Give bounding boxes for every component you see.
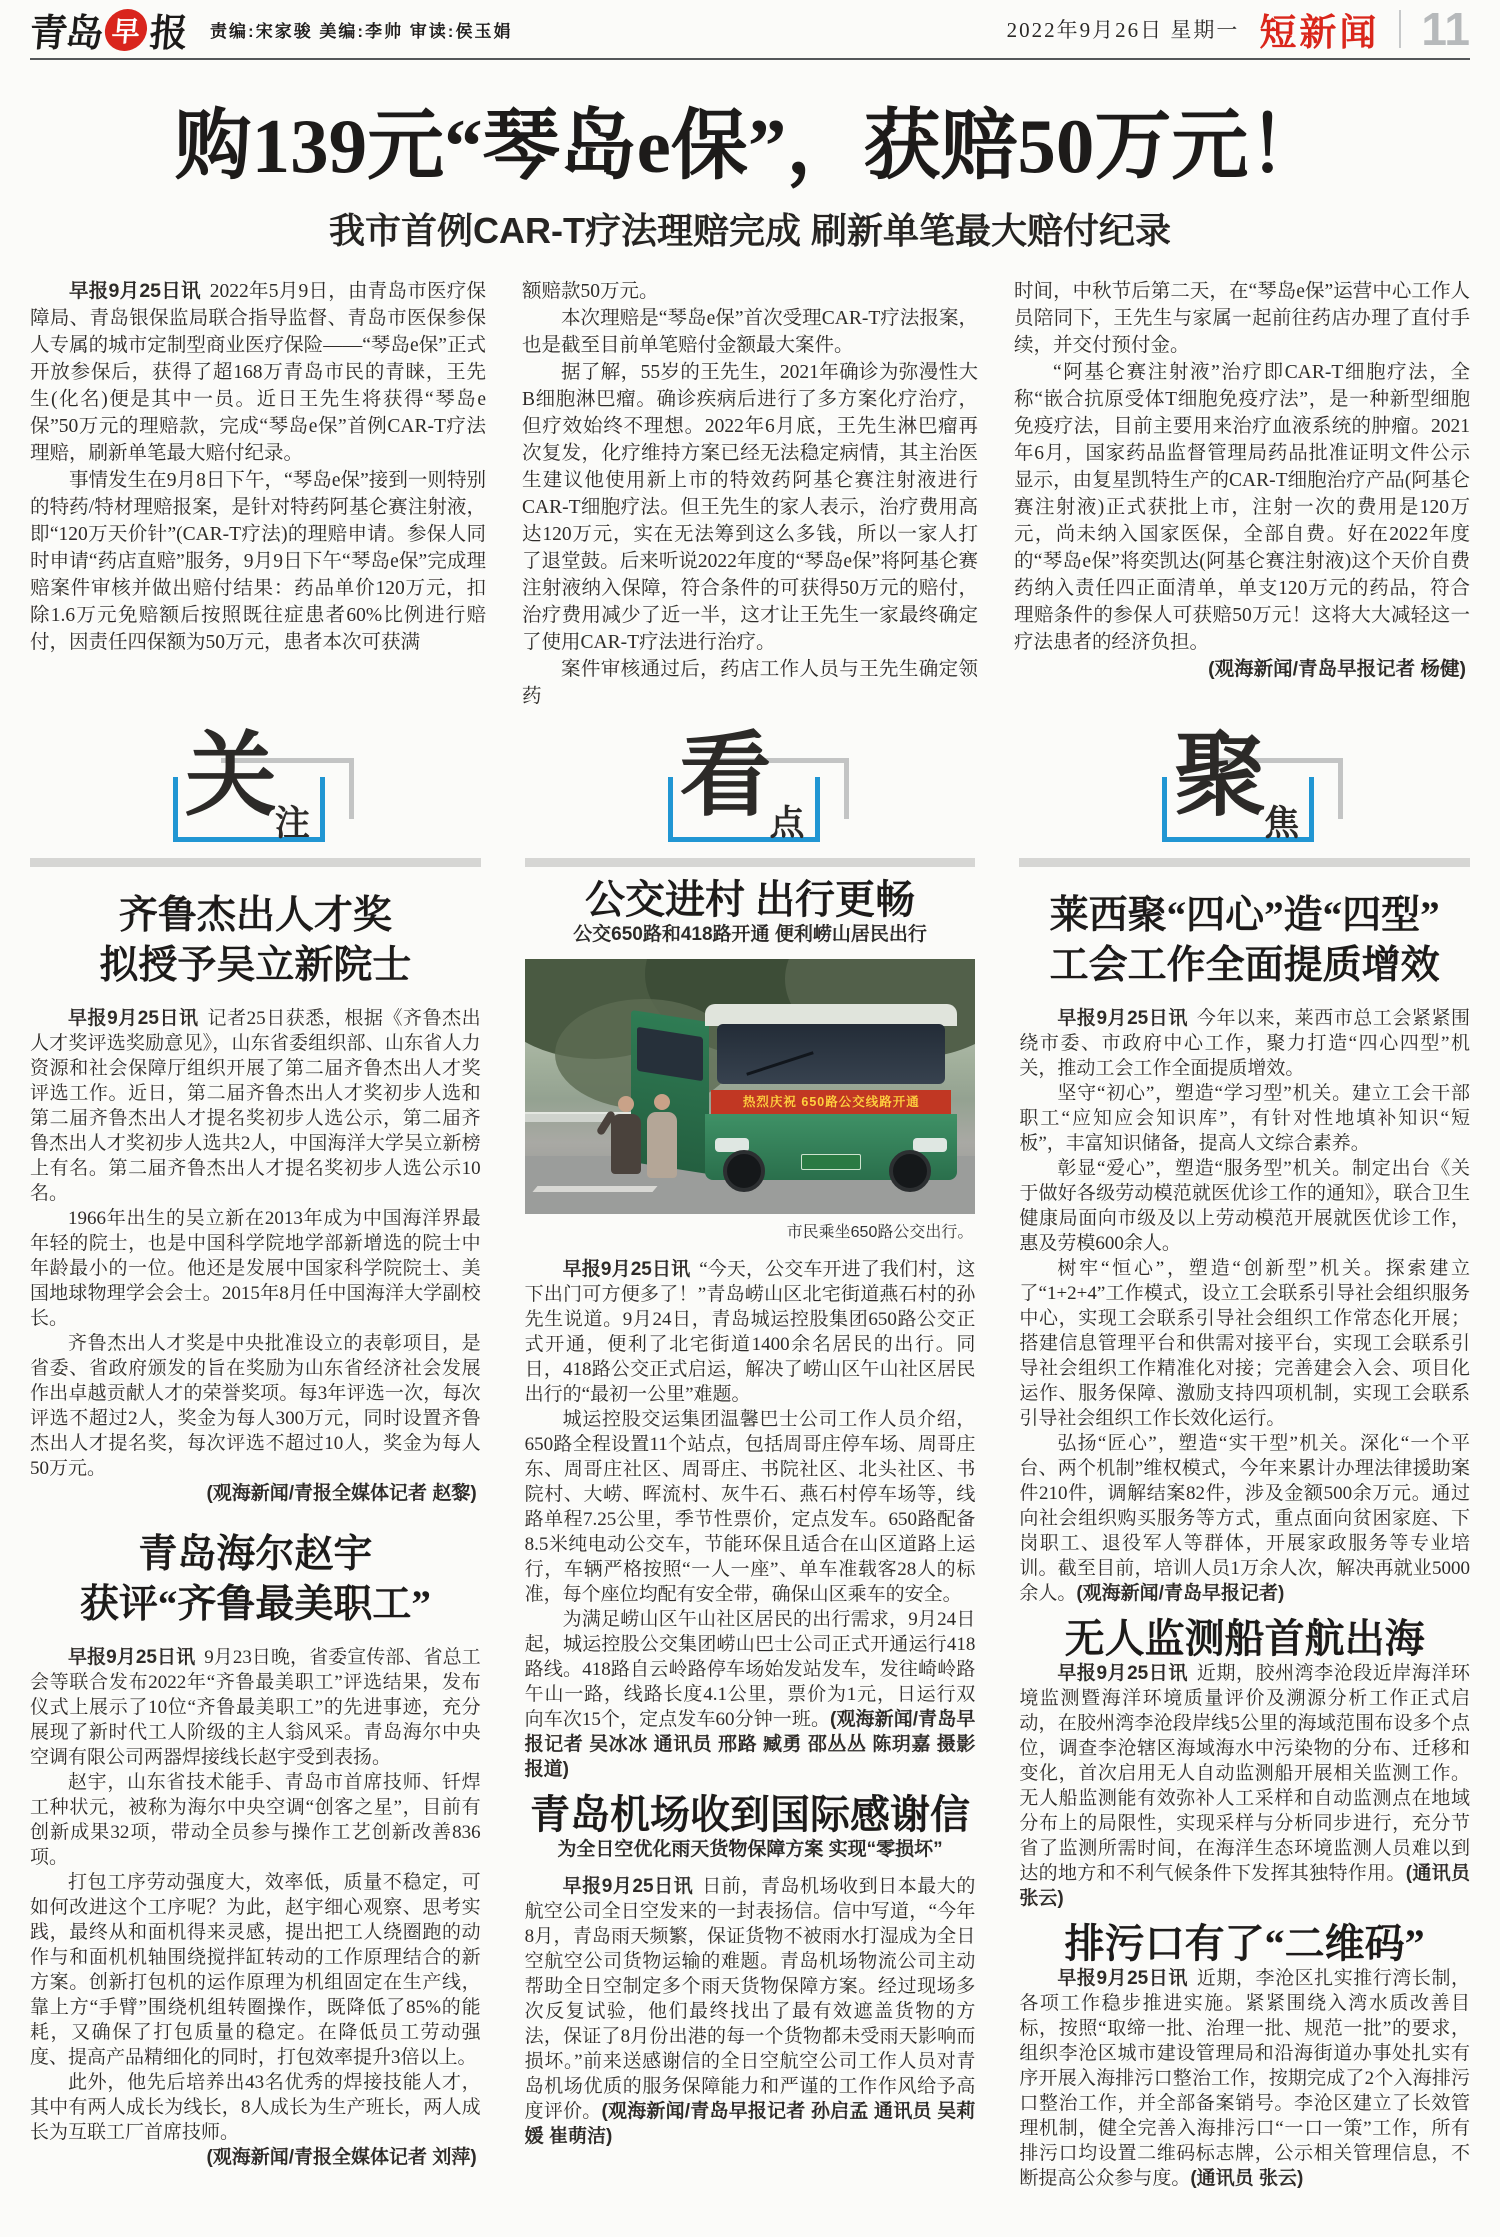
masthead xyxy=(27,0,1470,60)
marker-small-char: 点 xyxy=(769,804,805,843)
dateline: 早报9月25日讯 xyxy=(562,1876,694,1897)
marker-big-char: 聚 xyxy=(1174,725,1267,827)
newspaper-logo xyxy=(28,2,189,57)
paragraph: 此外，他先后培养出43名优秀的焊接技能人才，其中有两人成长为线长，8人成长为生产班长，两人成长为互联工厂首席技师。 xyxy=(30,2071,481,2143)
lead-subhead: 我市首例CAR-T疗法理赔完成 刷新单笔最大赔付纪录 xyxy=(329,210,1171,251)
masthead-right xyxy=(1007,2,1470,56)
article-title: 排污口有了“二维码” xyxy=(1064,1920,1425,1966)
byline: (观海新闻/青岛早报记者) xyxy=(1076,1582,1285,1604)
paragraph: 齐鲁杰出人才奖是中央批准设立的表彰项目，是省委、省政府颁发的旨在奖励为山东省经济社会发展作出卓越贡献人才的荣誉奖项。每3年评选一次，每次评选不超过2人，奖金为每人300万元，同时设置齐鲁杰出人才提名奖，每次评选不超过10人，奖金为每人50万元。 xyxy=(30,1332,481,1479)
paragraph: 时间，中秋节后第二天，在“琴岛e保”运营中心工作人员陪同下，王先生与家属一起前往药店办理了直付手续，并交付预付金。 xyxy=(1014,281,1470,356)
article-bus-to-village xyxy=(524,877,976,1782)
paragraph: 早报9月25日讯 9月23日晚，省委宣传部、省总工会等联合发布2022年“齐鲁最美职工”评选结果，发布仪式上展示了10位“齐鲁最美职工”的先进事迹，充分展现了新时代工人阶级的主人翁风采。青岛海尔中央空调有限公司两器焊接线长赵宇受到表扬。 xyxy=(30,1646,481,1768)
section-marker-jujiao xyxy=(1019,725,1470,867)
byline: (通讯员 张云) xyxy=(1019,1862,1471,1909)
bus-roof xyxy=(705,1004,957,1026)
lead-story xyxy=(30,84,1470,710)
paragraph: 城运控股交运集团温馨巴士公司工作人员介绍，650路全程设置11个站点，包括周哥庄停车场、周哥庄东、周哥庄社区、周哥庄、书院社区、北头社区、书院村、大崂、晖流村、灰牛石、燕石村停车场等，线路单程7.25公里，季节性票价，定点发车。650路配备8.5米纯电动公交车，节能环保且适合在山区道路上运行，车辆严格按照“一人一座”、单车准载客28人的标准，每个座位均配有安全带，确保山区乘车的安全。 xyxy=(524,1409,976,1605)
paragraph: 彰显“爱心”，塑造“服务型”机关。制定出台《关于做好各级劳动模范就医优诊工作的通知》，联合卫生健康局面向市级及以上劳动模范开展就医优诊工作，惠及劳模600余人。 xyxy=(1019,1157,1471,1254)
column-gather xyxy=(1019,725,1471,2191)
bus-headlight xyxy=(913,1138,947,1152)
page-number: 11 xyxy=(1421,3,1470,55)
photo-caption: 市民乘坐650路公交出行。 xyxy=(786,1224,974,1241)
paragraph: 额赔款50万元。 xyxy=(522,281,659,302)
paragraph: 本次理赔是“琴岛e保”首次受理CAR-T疗法报案，也是截至目前单笔赔付金额最大案件。 xyxy=(522,308,978,356)
byline: (通讯员 张云) xyxy=(1190,2167,1304,2189)
lead-column-2 xyxy=(522,278,978,710)
paragraph: 1966年出生的吴立新在2013年成为中国海洋界最年轻的院士，也是中国科学院地学部新增选的院士中年龄最小的一位。他还是发展中国家科学院院士、美国地球物理学会会士。2015年8月任中国海洋大学副校长。 xyxy=(30,1207,481,1329)
lead-column-1 xyxy=(30,278,486,710)
byline: (观海新闻/青报全媒体记者 赵黎) xyxy=(206,1482,477,1504)
article-subtitle: 公交650路和418路开通 便利崂山居民出行 xyxy=(573,924,927,945)
article-title: 公交进村 出行更畅 xyxy=(585,877,915,922)
byline: (观海新闻/青报全媒体记者 刘萍) xyxy=(206,2146,477,2168)
byline: (观海新闻/青岛早报记者 杨健) xyxy=(1208,658,1466,680)
marker-small-char: 注 xyxy=(274,804,310,843)
paragraph: 为满足崂山区午山社区居民的出行需求，9月24日起，城运控股公交集团崂山巴士公司正式开通运行418路线。418路自云岭路停车场始发站发车，发往崎岭路午山一路，线路长度4.1公里，票价为1元，日运行双向车次15个，定点发车60分钟一班。(观海新闻/青岛早报记者 吴冰冰 通讯员 邢路 臧勇 邵丛丛 陈玥嘉 摄影报道) xyxy=(524,1609,976,1780)
dateline: 早报9月25日讯 xyxy=(1057,1967,1188,1989)
paragraph: 赵宇，山东省技术能手、青岛市首席技师、钎焊工种状元，被称为海尔中央空调“创客之星”，目前有创新成果32项，带动全员参与操作工艺创新改善836项。 xyxy=(30,1771,481,1868)
lead-body xyxy=(30,278,1470,710)
article-title: 齐鲁杰出人才奖 拟授予吴立新院士 xyxy=(99,894,412,987)
article-title: 青岛海尔赵宇 获评“齐鲁最美职工” xyxy=(79,1532,431,1626)
article-outfall-qrcode xyxy=(1019,1920,1471,2191)
passenger-figure xyxy=(647,1094,677,1178)
article-title: 莱西聚“四心”造“四型” 工会工作全面提质增效 xyxy=(1049,894,1440,987)
bus-license-plate xyxy=(801,1154,861,1170)
byline: (观海新闻/青岛早报记者 吴冰冰 通讯员 邢路 臧勇 邵丛丛 陈玥嘉 摄影报道) xyxy=(524,1709,976,1780)
bus-side-windows xyxy=(637,1027,703,1081)
dateline: 早报9月25日讯 xyxy=(1057,1007,1188,1029)
paragraph: 早报9月25日讯 今年以来，莱西市总工会紧紧围绕市委、市政府中心工作，聚力打造“四心四型”机关，推动工会工作全面提质增效。 xyxy=(1019,1007,1471,1079)
marker-underline-bar xyxy=(30,858,481,867)
dateline: 早报9月25日讯 xyxy=(1057,1662,1188,1684)
paragraph: 打包工序劳动强度大，效率低，质量不稳定，可如何改进这个工序呢？为此，赵宇细心观察、思考实践，最终从和面机得来灵感，提出把工人绕圈跑的动作与和面机机轴围绕搅拌缸转动的工作原理结合的新方案。创新打包机的运作原理为机组固定在生产线，靠上方“手臂”围绕机组转圈操作，既降低了85%的能耗，又确保了打包质量的稳定。在降低员工劳动强度、提高产品精细化的同时，打包效率提升3倍以上。 xyxy=(30,1871,481,2068)
paragraph: “阿基仑赛注射液”治疗即CAR-T细胞疗法，全称“嵌合抗原受体T细胞免疫疗法”，是一种新型细胞免疫疗法，目前主要用来治疗血液系统的肿瘤。2021年6月，国家药品监督管理局药品批准证明文件公示显示，由复星凯特生产的CAR-T细胞治疗产品(阿基仑赛注射液)正式获批上市，注射一次的费用是120万元，尚未纳入国家医保，全部自费。好在2022年度的“琴岛e保”将奕凯达(阿基仑赛注射液)这个天价自费药纳入责任四正面清单，单支120万元的药品，符合理赔条件的参保人可获赔50万元！这将大大减轻这一疗法患者的经济负担。 xyxy=(1014,362,1470,653)
paragraph: 树牢“恒心”，塑造“创新型”机关。探索建立了“1+2+4”工作模式，设立工会联系引导社会组织服务中心，实现工会联系引导社会组织工作常态化开展；搭建信息管理平台和供需对接平台，实现工会联系引导社会组织工作精准化对接；完善建会入会、项目化运作、服务保障、激励支持四项机制，实现工会联系引导社会组织工作长效化运行。 xyxy=(1019,1257,1471,1429)
article-unmanned-ship xyxy=(1019,1615,1471,1911)
logo-prefix: 青岛 xyxy=(27,12,104,55)
marker-big-char: 看 xyxy=(679,725,772,827)
paragraph: 早报9月25日讯 近期，李沧区扎实推行湾长制，各项工作稳步推进实施。紧紧围绕入湾水质改善目标，按照“取缔一批、治理一批、规范一批”的要求，组织李沧区城市建设管理局和沿海街道办事处扎实有序开展入海排污口整治工作，按期完成了2个入海排污口整治工作，并全部备案销号。李沧区建立了长效管理机制，健全完善入海排污口“一口一策”工作，所有排污口均设置二维码标志牌，公示相关管理信息，不断提高公众参与度。(通讯员 张云) xyxy=(1019,1967,1471,2189)
paragraph: 坚守“初心”，塑造“学习型”机关。建立工会干部职工“应知应会知识库”，有针对性地填补知识“短板”，丰富知识储备，提高人文综合素养。 xyxy=(1019,1082,1471,1154)
column-watch xyxy=(524,725,976,2191)
paragraph: 据了解，55岁的王先生，2021年确诊为弥漫性大B细胞淋巴瘤。确诊疾病后进行了多方案化疗治疗，但疗效始终不理想。2022年6月底，王先生淋巴瘤再次复发，化疗维持方案已经无法稳定病情，其主治医生建议他使用新上市的特效药阿基仑赛注射液进行CAR-T细胞疗法。但王先生的家人表示，治疗费用高达120万元，实在无法筹到这么多钱，所以一家人打了退堂鼓。后来听说2022年度的“琴岛e保”将阿基仑赛注射液纳入保障，符合条件的可获得50万元的赔付，治疗费用减少了近一半，这才让王先生一家最终确定了使用CAR-T疗法进行治疗。 xyxy=(522,362,978,653)
masthead-divider xyxy=(1399,10,1401,48)
paragraph: 早报9月25日讯 2022年5月9日，由青岛市医疗保障局、青岛银保监局联合指导监督、青岛市医保参保人专属的城市定制型商业医疗保险——“琴岛e保”正式开放参保后，获得了超168万青岛市民的青睐，王先生(化名)便是其中一员。近日王先生将获得“琴岛e保”50万元的理赔款，完成“琴岛e保”首例CAR-T疗法理赔，刷新单笔最大赔付纪录。 xyxy=(30,280,486,464)
bus-windshield xyxy=(717,1024,945,1084)
bus-photo xyxy=(525,959,976,1214)
marker-big-char: 关 xyxy=(184,725,277,827)
byline: (观海新闻/青岛早报记者 孙启孟 通讯员 吴莉媛 崔萌洁) xyxy=(524,2101,976,2147)
lead-headline: 购139元“琴岛e保”，获赔50万元！ xyxy=(174,103,1326,189)
logo-sun-icon: 早 xyxy=(103,8,149,50)
publication-date: 2022年9月26日 星期一 xyxy=(1006,18,1240,42)
article-subtitle: 为全日空优化雨天货物保障方案 实现“零损坏” xyxy=(557,1839,943,1860)
paragraph: 弘扬“匠心”，塑造“实干型”机关。深化“一个平台、两个机制”维权模式，今年来累计办理法律援助案件210件，调解结案82件，涉及金额500余万元。通过向社会组织购买服务等方式，重点面向贫困家庭、下岗职工、退役军人等群体，开展家政服务等专业培训。截至目前，培训人员1万余人次，解决再就业5000余人。(观海新闻/青岛早报记者) xyxy=(1019,1432,1471,1604)
section-marker-guanzhu xyxy=(30,725,481,867)
column-focus xyxy=(30,725,481,2191)
paragraph: 事情发生在9月8日下午，“琴岛e保”接到一则特别的特药/特材理赔报案，是针对特药阿基仑赛注射液，即“120万天价针”(CAR-T疗法)的理赔申请。参保人同时申请“药店直赔”服务，9月9日下午“琴岛e保”完成理赔案件审核并做出赔付结果：药品单价120万元，扣除1.6万元免赔额后按照既往症患者60%比例进行赔付，因责任四保额为50万元，患者本次可获满 xyxy=(30,470,486,653)
paragraph: 早报9月25日讯 近期，胶州湾李沧段近岸海洋环境监测暨海洋环境质量评价及溯源分析工作正式启动，在胶州湾李沧段岸线5公里的海域范围布设多个点位，调查李沧辖区海域海水中污染物的分布、迁移和变化，首次启用无人自动监测船开展相关监测工作。无人船监测能有效弥补人工采样和自动监测点在地域分布上的局限性，实现采样与分析同步进行，充分节省了监测所需时间，在海洋生态环境监测人员难以到达的地方和不利气候条件下发挥其独特作用。(通讯员 张云) xyxy=(1019,1662,1471,1909)
paragraph: 早报9月25日讯 日前，青岛机场收到日本最大的航空公司全日空发来的一封表扬信。信中写道，“今年8月，青岛雨天频繁，保证货物不被雨水打湿成为全日空航空公司货物运输的难题。青岛机场物流公司主动帮助全日空制定多个雨天货物保障方案。经过现场多次反复试验，他们最终找出了最有效遮盖货物的方法，保证了8月份出港的每一个货物都未受雨天影响而损坏。”前来送感谢信的全日空航空公司工作人员对青岛机场优质的服务保障能力和严谨的工作作风给予高度评价。(观海新闻/青岛早报记者 孙启孟 通讯员 吴莉媛 崔萌洁) xyxy=(524,1876,976,2147)
dateline: 早报9月25日讯 xyxy=(68,1646,196,1668)
marker-underline-bar xyxy=(1019,858,1470,867)
dateline: 早报9月25日讯 xyxy=(69,280,201,302)
section-marker-kandian xyxy=(525,725,976,867)
marker-underline-bar xyxy=(525,858,976,867)
lead-column-3 xyxy=(1014,278,1470,710)
article-haier-zhaoyu xyxy=(30,1530,481,2170)
article-title: 青岛机场收到国际感谢信 xyxy=(530,1792,970,1837)
paragraph: 早报9月25日讯 记者25日获悉，根据《齐鲁杰出人才奖评选奖励意见》，山东省委组织部、山东省人力资源和社会保障厅组织开展了第二届齐鲁杰出人才奖评选工作。近日，第二届齐鲁杰出人才奖初步人选和第二届齐鲁杰出人才提名奖初步人选公示，第二届齐鲁杰出人才奖初步人选共2人，中国海洋大学吴立新榜上有名。第二届齐鲁杰出人才提名奖初步人选公示10名。 xyxy=(30,1007,481,1204)
lower-section xyxy=(30,725,1471,2191)
paragraph: 案件审核通过后，药店工作人员与王先生确定领药 xyxy=(522,659,978,707)
article-title: 无人监测船首航出海 xyxy=(1064,1615,1425,1661)
paragraph: 早报9月25日讯 “今天，公交车开进了我们村，这下出门可方便多了！”青岛崂山区北宅街道燕石村的孙先生说道。9月24日，青岛城运控股集团650路公交正式开通，便利了北宅街道1400余名居民的出行。同日，418路公交正式启运，解决了崂山区午山社区居民出行的“最初一公里”难题。 xyxy=(524,1259,976,1405)
road-marking xyxy=(532,1186,657,1192)
article-qilu-talent-award xyxy=(30,891,481,1506)
bus-opening-banner: 热烈庆祝 650路公交线路开通 xyxy=(711,1090,951,1114)
dateline: 早报9月25日讯 xyxy=(562,1259,691,1280)
section-name: 短新闻 xyxy=(1259,12,1380,53)
logo-suffix: 报 xyxy=(147,12,188,55)
article-airport-letter xyxy=(524,1792,976,2149)
bus-illustration xyxy=(705,1004,957,1180)
passenger-figure xyxy=(611,1096,641,1174)
editor-credits: 责编:宋家骏 美编:李帅 审读:侯玉娟 xyxy=(210,21,513,41)
marker-small-char: 焦 xyxy=(1264,804,1300,843)
dateline: 早报9月25日讯 xyxy=(68,1007,199,1029)
article-laixi-union xyxy=(1019,891,1470,1606)
